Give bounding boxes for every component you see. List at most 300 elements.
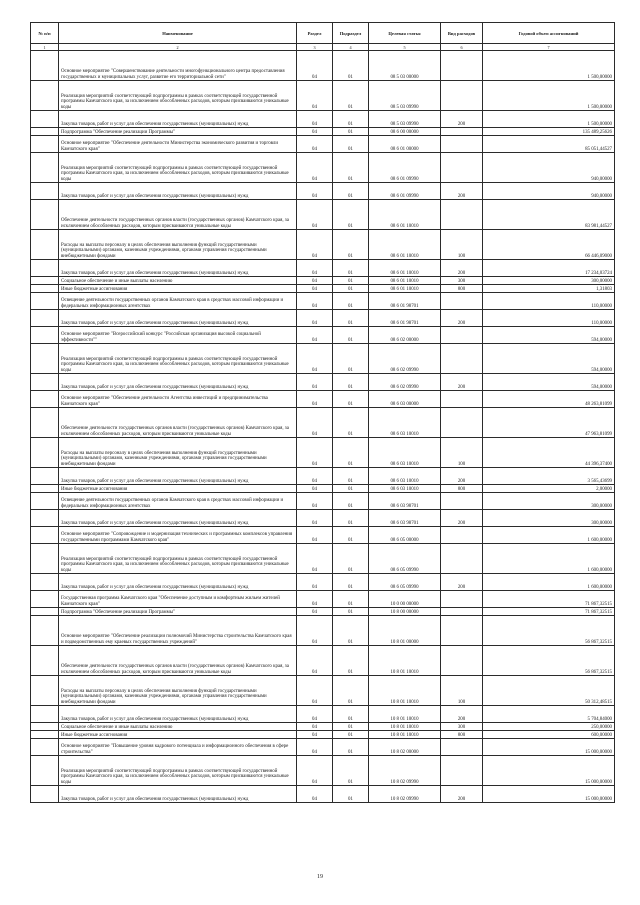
row-num-cell [31, 739, 59, 756]
row-exptype-cell [441, 200, 483, 230]
row-subsection-cell: 01 [333, 574, 369, 591]
row-subsection-cell: 01 [333, 544, 369, 574]
row-subsection-cell: 01 [333, 374, 369, 391]
row-amount-cell: 940,00000 [483, 183, 615, 200]
row-num-cell [31, 574, 59, 591]
row-name-cell: Социальное обеспечение и иные выплаты населению [59, 277, 297, 285]
row-subsection-cell: 01 [333, 438, 369, 468]
row-exptype-cell [441, 616, 483, 646]
row-num-cell [31, 646, 59, 676]
row-num-cell [31, 183, 59, 200]
table-row [31, 731, 615, 739]
table-row [31, 374, 615, 391]
column-number-cell: 4 [333, 44, 369, 51]
row-exptype-cell: 200 [441, 111, 483, 128]
row-name-cell: Государственная программа Камчатского края "Обеспечение доступным и комфортным жильем жителей Камчатского края" [59, 591, 297, 608]
row-name-cell: Закупка товаров, работ и услуг для обеспечения государственных (муниципальных) нужд [59, 706, 297, 723]
row-subsection-cell: 01 [333, 616, 369, 646]
table-row [31, 230, 615, 260]
row-amount-cell: 600,00000 [483, 731, 615, 739]
row-target-cell: 08 6 01 09990 [369, 153, 441, 183]
row-section-cell: 04 [297, 391, 333, 408]
row-section-cell: 04 [297, 608, 333, 616]
row-exptype-cell: 800 [441, 485, 483, 493]
table-row [31, 706, 615, 723]
header-exptype: Вид расходов [441, 23, 483, 44]
row-amount-cell: 3 565,43699 [483, 468, 615, 485]
row-exptype-cell [441, 527, 483, 544]
row-target-cell: 08 6 03 00000 [369, 391, 441, 408]
row-section-cell: 04 [297, 374, 333, 391]
row-name-cell: Иные бюджетные ассигнования [59, 285, 297, 293]
row-amount-cell: 1 500,00000 [483, 81, 615, 111]
row-subsection-cell: 01 [333, 51, 369, 81]
row-target-cell: 08 6 05 09990 [369, 574, 441, 591]
row-num-cell [31, 344, 59, 374]
row-amount-cell: 47 963,81099 [483, 408, 615, 438]
table-row [31, 676, 615, 706]
row-name-cell: Основное мероприятие "Обеспечение реализации полномочий Министерства строительства Камчатского края и подведомственных ему краевых государственных учреждений" [59, 616, 297, 646]
row-amount-cell: 594,00000 [483, 344, 615, 374]
row-section-cell: 04 [297, 230, 333, 260]
table-row [31, 646, 615, 676]
row-section-cell: 04 [297, 277, 333, 285]
row-num-cell [31, 391, 59, 408]
row-name-cell: Реализация мероприятий соответствующей подпрограммы в рамках соответствующей государственной программы Камчатского края, за исключением обособленных расходов, которым присваиваются уникальные коды [59, 153, 297, 183]
table-row [31, 128, 615, 136]
row-num-cell [31, 438, 59, 468]
row-exptype-cell: 200 [441, 260, 483, 277]
row-amount-cell: 594,00000 [483, 374, 615, 391]
row-section-cell: 04 [297, 527, 333, 544]
row-name-cell: Основное мероприятие "Всероссийский конкурс "Российская организация высокой социальной эффективности"" [59, 327, 297, 344]
row-amount-cell: 594,00000 [483, 327, 615, 344]
row-exptype-cell: 200 [441, 310, 483, 327]
row-name-cell: Иные бюджетные ассигнования [59, 731, 297, 739]
row-amount-cell: 71 867,32515 [483, 591, 615, 608]
row-amount-cell: 300,00000 [483, 277, 615, 285]
table-row [31, 485, 615, 493]
row-name-cell: Закупка товаров, работ и услуг для обеспечения государственных (муниципальных) нужд [59, 183, 297, 200]
row-target-cell: 08 5 03 09990 [369, 81, 441, 111]
table-row [31, 756, 615, 786]
row-subsection-cell: 01 [333, 723, 369, 731]
row-subsection-cell: 01 [333, 391, 369, 408]
row-amount-cell: 940,00000 [483, 153, 615, 183]
row-subsection-cell: 01 [333, 408, 369, 438]
row-section-cell: 04 [297, 293, 333, 310]
row-exptype-cell [441, 293, 483, 310]
row-target-cell: 10 0 00 00000 [369, 591, 441, 608]
row-section-cell: 04 [297, 344, 333, 374]
row-section-cell: 04 [297, 51, 333, 81]
row-subsection-cell: 01 [333, 153, 369, 183]
table-row [31, 81, 615, 111]
row-section-cell: 04 [297, 200, 333, 230]
row-subsection-cell: 01 [333, 136, 369, 153]
table-row [31, 111, 615, 128]
row-subsection-cell: 01 [333, 739, 369, 756]
row-amount-cell: 17 234,03724 [483, 260, 615, 277]
row-section-cell: 04 [297, 310, 333, 327]
header-name: Наименование [59, 23, 297, 44]
table-row [31, 183, 615, 200]
row-name-cell: Закупка товаров, работ и услуг для обеспечения государственных (муниципальных) нужд [59, 310, 297, 327]
row-target-cell: 08 6 05 09990 [369, 544, 441, 574]
row-section-cell: 04 [297, 510, 333, 527]
row-exptype-cell: 800 [441, 731, 483, 739]
row-amount-cell: 66 446,09000 [483, 230, 615, 260]
table-row [31, 510, 615, 527]
row-target-cell: 08 6 01 10010 [369, 230, 441, 260]
row-subsection-cell: 01 [333, 646, 369, 676]
row-amount-cell: 56 867,32515 [483, 616, 615, 646]
row-target-cell: 08 6 03 10010 [369, 408, 441, 438]
row-section-cell: 04 [297, 731, 333, 739]
row-section-cell: 04 [297, 468, 333, 485]
page-number: 19 [317, 874, 323, 880]
row-num-cell [31, 706, 59, 723]
row-section-cell: 04 [297, 260, 333, 277]
row-section-cell: 04 [297, 676, 333, 706]
row-target-cell: 08 6 03 98701 [369, 493, 441, 510]
table-row [31, 527, 615, 544]
table-row [31, 574, 615, 591]
row-amount-cell: 250,00000 [483, 723, 615, 731]
row-amount-cell: 85 051,44527 [483, 136, 615, 153]
row-section-cell: 04 [297, 493, 333, 510]
row-num-cell [31, 293, 59, 310]
row-amount-cell: 15 000,00000 [483, 786, 615, 803]
table-row [31, 468, 615, 485]
row-num-cell [31, 260, 59, 277]
row-subsection-cell: 01 [333, 277, 369, 285]
row-amount-cell: 1 600,00000 [483, 544, 615, 574]
row-num-cell [31, 616, 59, 646]
row-exptype-cell [441, 51, 483, 81]
row-target-cell: 08 6 03 10010 [369, 485, 441, 493]
row-subsection-cell: 01 [333, 485, 369, 493]
row-target-cell: 08 6 01 10010 [369, 277, 441, 285]
row-exptype-cell [441, 591, 483, 608]
table-row [31, 608, 615, 616]
row-name-cell: Расходы на выплаты персоналу в целях обеспечения выполнения функций государственными (муниципальными) органами, казенными учреждениями, органами управления государственными внебюджетными фондами [59, 676, 297, 706]
row-amount-cell: 1 600,00000 [483, 527, 615, 544]
row-amount-cell: 2,00000 [483, 485, 615, 493]
row-target-cell: 08 6 02 00000 [369, 327, 441, 344]
row-name-cell: Закупка товаров, работ и услуг для обеспечения государственных (муниципальных) нужд [59, 468, 297, 485]
row-subsection-cell: 01 [333, 527, 369, 544]
header-subsection: Подраздел [333, 23, 369, 44]
row-num-cell [31, 128, 59, 136]
row-name-cell: Закупка товаров, работ и услуг для обеспечения государственных (муниципальных) нужд [59, 260, 297, 277]
table-row [31, 293, 615, 310]
row-subsection-cell: 01 [333, 111, 369, 128]
table-row [31, 277, 615, 285]
row-name-cell: Основное мероприятие "Обеспечение деятельности Агентства инвестиций и предпринимательства Камчатского края" [59, 391, 297, 408]
row-num-cell [31, 327, 59, 344]
row-section-cell: 04 [297, 408, 333, 438]
row-num-cell [31, 756, 59, 786]
row-num-cell [31, 608, 59, 616]
row-exptype-cell [441, 128, 483, 136]
row-amount-cell: 44 396,37400 [483, 438, 615, 468]
row-target-cell: 08 6 01 98701 [369, 293, 441, 310]
row-exptype-cell [441, 608, 483, 616]
row-subsection-cell: 01 [333, 676, 369, 706]
row-amount-cell: 1 500,00000 [483, 111, 615, 128]
row-num-cell [31, 527, 59, 544]
row-num-cell [31, 277, 59, 285]
row-target-cell: 08 6 01 98701 [369, 310, 441, 327]
table-row [31, 391, 615, 408]
row-name-cell: Подпрограмма "Обеспечение реализации Программы" [59, 608, 297, 616]
row-subsection-cell: 01 [333, 200, 369, 230]
row-num-cell [31, 786, 59, 803]
row-name-cell: Освещение деятельности государственных органов Камчатского края в средствах массовой информации и федеральных информационных агентствах [59, 293, 297, 310]
row-target-cell: 10 8 02 00000 [369, 739, 441, 756]
row-exptype-cell: 200 [441, 574, 483, 591]
row-exptype-cell [441, 153, 483, 183]
column-number-cell: 1 [31, 44, 59, 51]
row-num-cell [31, 230, 59, 260]
row-num-cell [31, 51, 59, 81]
row-name-cell: Закупка товаров, работ и услуг для обеспечения государственных (муниципальных) нужд [59, 111, 297, 128]
table-row [31, 153, 615, 183]
column-number-row [31, 44, 615, 51]
row-target-cell: 08 6 01 10010 [369, 285, 441, 293]
row-exptype-cell: 200 [441, 183, 483, 200]
row-target-cell: 10 8 01 10010 [369, 706, 441, 723]
table-row [31, 260, 615, 277]
row-subsection-cell: 01 [333, 230, 369, 260]
row-section-cell: 04 [297, 544, 333, 574]
row-target-cell: 08 6 01 10010 [369, 200, 441, 230]
row-name-cell: Закупка товаров, работ и услуг для обеспечения государственных (муниципальных) нужд [59, 786, 297, 803]
row-subsection-cell: 01 [333, 731, 369, 739]
row-amount-cell: 50 312,48515 [483, 676, 615, 706]
header-row [31, 23, 615, 44]
row-exptype-cell [441, 756, 483, 786]
row-subsection-cell: 01 [333, 756, 369, 786]
row-exptype-cell [441, 493, 483, 510]
row-num-cell [31, 285, 59, 293]
row-exptype-cell: 100 [441, 438, 483, 468]
row-subsection-cell: 01 [333, 493, 369, 510]
row-num-cell [31, 468, 59, 485]
row-exptype-cell: 200 [441, 374, 483, 391]
row-name-cell: Иные бюджетные ассигнования [59, 485, 297, 493]
row-num-cell [31, 408, 59, 438]
row-section-cell: 04 [297, 739, 333, 756]
row-amount-cell: 135 489,25626 [483, 128, 615, 136]
row-section-cell: 04 [297, 706, 333, 723]
row-num-cell [31, 723, 59, 731]
row-name-cell: Социальное обеспечение и иные выплаты населению [59, 723, 297, 731]
row-target-cell: 08 6 01 10010 [369, 260, 441, 277]
row-target-cell: 10 8 02 09990 [369, 756, 441, 786]
row-section-cell: 04 [297, 574, 333, 591]
row-section-cell: 04 [297, 183, 333, 200]
row-num-cell [31, 111, 59, 128]
row-name-cell: Обеспечение деятельности государственных органов власти (государственных органов) Камчатского края, за исключением обособленных расходов, которым присваиваются уникальные коды [59, 646, 297, 676]
row-target-cell: 08 6 03 10010 [369, 438, 441, 468]
table-row [31, 591, 615, 608]
row-subsection-cell: 01 [333, 786, 369, 803]
row-exptype-cell: 100 [441, 676, 483, 706]
header-num: № п/п [31, 23, 59, 44]
table-row [31, 200, 615, 230]
row-num-cell [31, 81, 59, 111]
row-exptype-cell [441, 344, 483, 374]
table-row [31, 51, 615, 81]
row-num-cell [31, 731, 59, 739]
row-name-cell: Реализация мероприятий соответствующей подпрограммы в рамках соответствующей государственной программы Камчатского края, за исключением обособленных расходов, которым присваиваются уникальные коды [59, 756, 297, 786]
row-exptype-cell [441, 544, 483, 574]
row-name-cell: Основное мероприятие "Совершенствование деятельности многофункционального центра предоставления государственных и муниципальных услуг, развитие его территориальной сети" [59, 51, 297, 81]
row-target-cell: 10 8 02 09990 [369, 786, 441, 803]
row-target-cell: 10 8 01 10010 [369, 646, 441, 676]
table-row [31, 344, 615, 374]
row-subsection-cell: 01 [333, 344, 369, 374]
table-row [31, 327, 615, 344]
row-exptype-cell: 300 [441, 723, 483, 731]
row-name-cell: Расходы на выплаты персоналу в целях обеспечения выполнения функций государственными (муниципальными) органами, казенными учреждениями, органами управления государственными внебюджетными фондами [59, 438, 297, 468]
row-section-cell: 04 [297, 285, 333, 293]
row-amount-cell: 300,00000 [483, 510, 615, 527]
row-exptype-cell: 200 [441, 706, 483, 723]
row-num-cell [31, 591, 59, 608]
row-subsection-cell: 01 [333, 128, 369, 136]
row-amount-cell: 71 867,32515 [483, 608, 615, 616]
row-num-cell [31, 485, 59, 493]
table-row [31, 739, 615, 756]
row-exptype-cell: 100 [441, 230, 483, 260]
header-section: Раздел [297, 23, 333, 44]
row-amount-cell: 300,00000 [483, 493, 615, 510]
row-section-cell: 04 [297, 616, 333, 646]
row-section-cell: 04 [297, 723, 333, 731]
row-section-cell: 04 [297, 485, 333, 493]
row-name-cell: Закупка товаров, работ и услуг для обеспечения государственных (муниципальных) нужд [59, 574, 297, 591]
row-target-cell: 10 8 01 00000 [369, 616, 441, 646]
row-target-cell: 08 6 02 09990 [369, 344, 441, 374]
row-section-cell: 04 [297, 438, 333, 468]
row-subsection-cell: 01 [333, 510, 369, 527]
table-row [31, 616, 615, 646]
table-row [31, 493, 615, 510]
row-exptype-cell [441, 327, 483, 344]
row-section-cell: 04 [297, 153, 333, 183]
budget-page [30, 22, 614, 803]
row-section-cell: 04 [297, 111, 333, 128]
row-name-cell: Реализация мероприятий соответствующей подпрограммы в рамках соответствующей государственной программы Камчатского края, за исключением обособленных расходов, которым присваиваются уникальные коды [59, 81, 297, 111]
row-subsection-cell: 01 [333, 285, 369, 293]
row-amount-cell: 110,00000 [483, 310, 615, 327]
row-amount-cell: 56 867,32515 [483, 646, 615, 676]
row-exptype-cell [441, 408, 483, 438]
row-name-cell: Основное мероприятие "Сопровождение и модернизация технических и программных комплексов управления государственными программами Камчатского края" [59, 527, 297, 544]
row-section-cell: 04 [297, 128, 333, 136]
table-row [31, 285, 615, 293]
row-exptype-cell: 300 [441, 277, 483, 285]
row-target-cell: 08 6 02 09990 [369, 374, 441, 391]
row-subsection-cell: 01 [333, 468, 369, 485]
column-number-cell: 6 [441, 44, 483, 51]
row-num-cell [31, 493, 59, 510]
row-amount-cell: 110,00000 [483, 293, 615, 310]
row-section-cell: 04 [297, 786, 333, 803]
row-subsection-cell: 01 [333, 81, 369, 111]
row-num-cell [31, 310, 59, 327]
row-name-cell: Закупка товаров, работ и услуг для обеспечения государственных (муниципальных) нужд [59, 510, 297, 527]
row-subsection-cell: 01 [333, 260, 369, 277]
row-name-cell: Основное мероприятие "Обеспечение деятельности Министерства экономического развития и торговли Камчатского края" [59, 136, 297, 153]
row-num-cell [31, 676, 59, 706]
row-target-cell: 10 8 01 10010 [369, 723, 441, 731]
row-num-cell [31, 200, 59, 230]
table-row [31, 136, 615, 153]
row-amount-cell: 15 000,00000 [483, 739, 615, 756]
table-row [31, 544, 615, 574]
column-number-cell: 2 [59, 44, 297, 51]
row-subsection-cell: 01 [333, 706, 369, 723]
budget-table [30, 22, 615, 803]
header-target: Целевая статья [369, 23, 441, 44]
row-num-cell [31, 510, 59, 527]
table-body [31, 51, 615, 803]
row-exptype-cell: 200 [441, 510, 483, 527]
header-amount: Годовой объем ассигнований [483, 23, 615, 44]
table-row [31, 723, 615, 731]
column-number-cell: 3 [297, 44, 333, 51]
row-target-cell: 08 6 03 10010 [369, 468, 441, 485]
row-exptype-cell [441, 81, 483, 111]
row-name-cell: Освещение деятельности государственных органов Камчатского края в средствах массовой информации и федеральных информационных агентствах [59, 493, 297, 510]
row-exptype-cell [441, 136, 483, 153]
row-amount-cell: 1,31803 [483, 285, 615, 293]
row-name-cell: Обеспечение деятельности государственных органов власти (государственных органов) Камчатского края, за исключением обособленных расходов, которым присваиваются уникальные коды [59, 408, 297, 438]
row-target-cell: 08 6 01 00000 [369, 136, 441, 153]
row-section-cell: 04 [297, 756, 333, 786]
row-amount-cell: 83 981,44527 [483, 200, 615, 230]
row-amount-cell: 15 000,00000 [483, 756, 615, 786]
row-exptype-cell [441, 646, 483, 676]
row-amount-cell: 48 263,81099 [483, 391, 615, 408]
row-target-cell: 10 8 01 10010 [369, 731, 441, 739]
row-target-cell: 08 6 03 98701 [369, 510, 441, 527]
row-name-cell: Основное мероприятие "Повышение уровня кадрового потенциала и информационного обеспечения в сфере строительства" [59, 739, 297, 756]
row-section-cell: 04 [297, 646, 333, 676]
row-target-cell: 10 8 00 00000 [369, 608, 441, 616]
row-subsection-cell: 01 [333, 310, 369, 327]
table-row [31, 310, 615, 327]
row-amount-cell: 5 704,84000 [483, 706, 615, 723]
row-exptype-cell [441, 391, 483, 408]
row-target-cell: 08 6 00 00000 [369, 128, 441, 136]
row-name-cell: Подпрограмма "Обеспечение реализации Программы" [59, 128, 297, 136]
row-num-cell [31, 136, 59, 153]
row-amount-cell: 1 500,00000 [483, 51, 615, 81]
column-number-cell: 7 [483, 44, 615, 51]
row-name-cell: Обеспечение деятельности государственных органов власти (государственных органов) Камчатского края, за исключением обособленных расходов, которым присваиваются уникальные коды [59, 200, 297, 230]
row-subsection-cell: 01 [333, 293, 369, 310]
row-section-cell: 04 [297, 327, 333, 344]
row-target-cell: 08 5 03 00000 [369, 51, 441, 81]
row-section-cell: 04 [297, 136, 333, 153]
row-target-cell: 08 5 03 09990 [369, 111, 441, 128]
row-name-cell: Реализация мероприятий соответствующей подпрограммы в рамках соответствующей государственной программы Камчатского края, за исключением обособленных расходов, которым присваиваются уникальные коды [59, 344, 297, 374]
